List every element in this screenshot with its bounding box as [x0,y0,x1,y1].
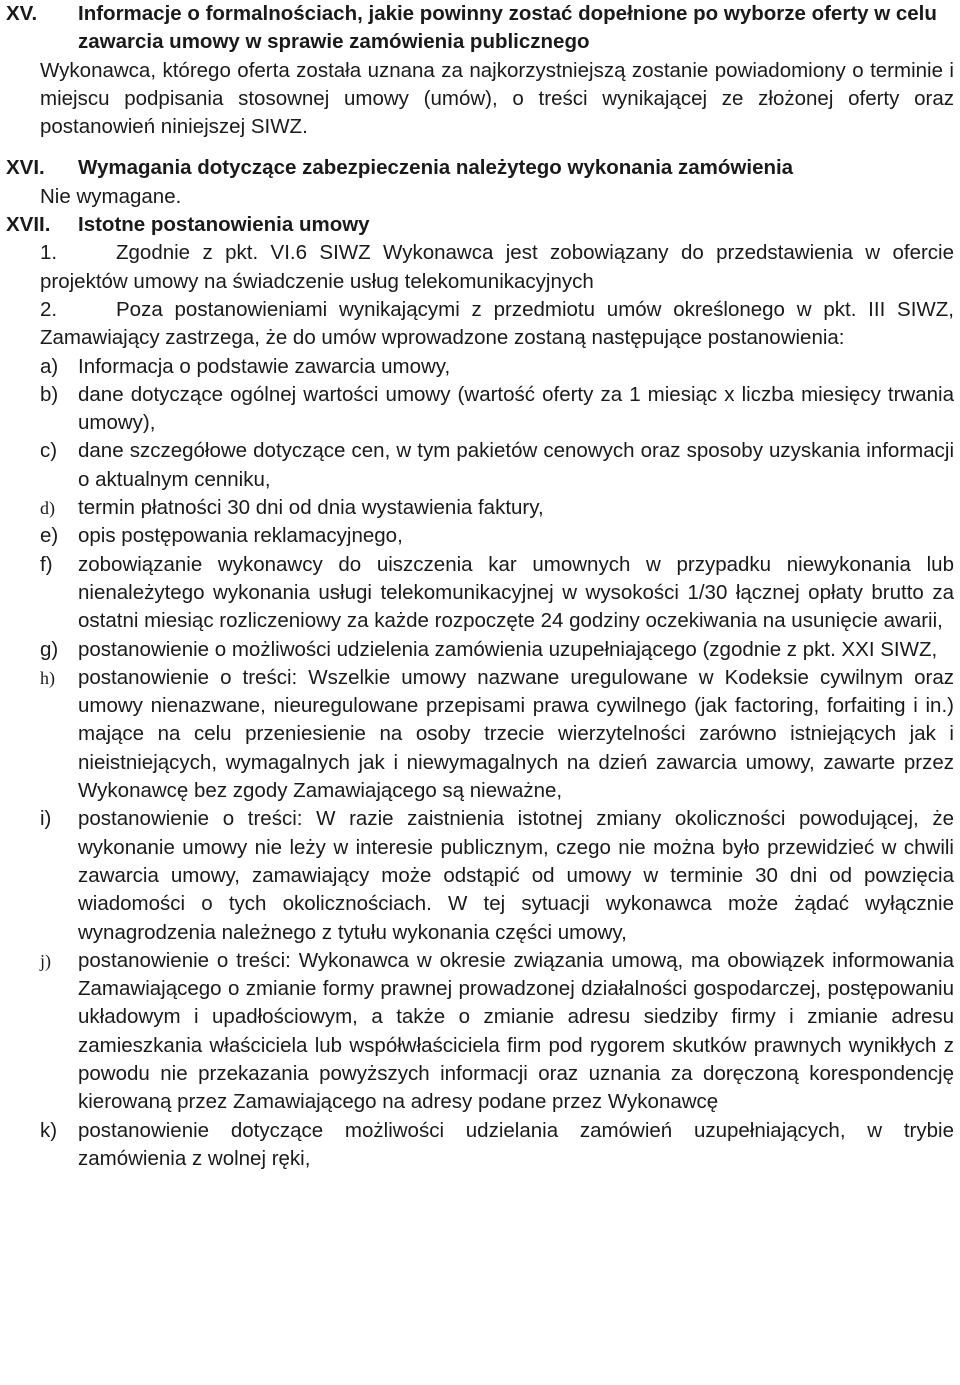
numbered-item-number: 1. [40,241,58,265]
list-item [40,805,954,946]
list-item-text: postanowienie o treści: W razie zaistnienia istotnej zmiany okoliczności powodującej, że wykonanie umowy nie leży w interesie publicznym, czego nie można było przewidzieć w chwili zawarcia umowy, zamawiający może odstąpić od umowy w terminie 30 dni od powzięcia wiadomości o tych okolicznościach. W tej sytuacji wykonawca może żądać wyłącznie wynagrodzenia należnego z tytułu wykonania części umowy, [78,807,954,944]
list-marker: c) [40,439,58,463]
list-item [40,381,954,438]
section-title: Istotne postanowienia umowy [78,213,370,237]
section-xvi [0,154,960,182]
list-item [40,1117,954,1174]
numbered-item-number: 2. [40,297,58,321]
list-marker: k) [40,1118,58,1142]
section-title: Informacje o formalnościach, jakie powinny zostać dopełnione po wyborze oferty w celu zawarcia umowy w sprawie zamówienia publicznego [78,2,937,54]
list-marker: a) [40,354,59,378]
list-item [40,353,954,381]
numbered-item-text: 1. Zgodnie z pkt. VI.6 SIWZ Wykonawca jest zobowiązany do przedstawienia w ofercie projektów umowy na świadczenie usług telekomunikacyjnych [40,241,954,293]
list-marker: b) [40,382,59,406]
list-marker: g) [40,637,59,661]
list-item [40,636,954,664]
list-item-text: postanowienie dotyczące możliwości udzielania zamówień uzupełniających, w trybie zamówienia z wolnej ręki, [78,1118,954,1170]
numbered-item-text: 2. Poza postanowieniami wynikającymi z przedmiotu umów określonego w pkt. III SIWZ, Zamawiający zastrzega, że do umów wprowadzone zostaną następujące postanowienia: [40,297,954,350]
section-number: XVII. [6,213,51,237]
list-marker: d) [40,498,55,519]
section-number: XV. [6,2,38,25]
list-item-text: postanowienie o możliwości udzielenia zamówienia uzupełniającego (zgodnie z pkt. XXI SIWZ, [78,637,938,661]
list-marker: e) [40,524,59,548]
list-item [40,551,954,636]
numbered-item [40,239,954,296]
section-title: Wymagania dotyczące zabezpieczenia należytego wykonania zamówienia [78,156,794,180]
list-item-text: dane szczegółowe dotyczące cen, w tym pakietów cenowych oraz sposoby uzyskania informacji o aktualnym cenniku, [78,439,954,491]
list-marker: i) [40,807,52,831]
list-item [40,947,954,1117]
section-number: XVI. [6,156,45,180]
list-item [40,437,954,494]
list-item [40,522,954,550]
section-xvii [0,211,960,239]
list-item-text: Informacja o podstawie zawarcia umowy, [78,354,451,378]
list-marker: h) [40,667,55,688]
list-item-text: opis postępowania reklamacyjnego, [78,524,403,548]
list-item-text: zobowiązanie wykonawcy do uiszczenia kar umownych w przypadku niewykonania lub nienależytego wykonania usługi telekomunikacyjnej w wysokości 1/30 łącznej opłaty brutto za ostatni miesiąc rozliczeniowy za każde rozpoczęte 24 godziny oczekiwania na usunięcie awarii, [78,552,954,633]
list-item-text: postanowienie o treści: Wszelkie umowy nazwane uregulowane w Kodeksie cywilnym oraz umowy nienazwane, nieuregulowane przepisami prawa cywilnego (jak factoring, forfaiting i in.) mające na celu przeniesienie na osoby trzecie wierzytelności zarówno istniejących jak i nieistniejących, wymagalnych jak i niewymagalnych na dzień zawarcia umowy, zawarte przez Wykonawcę bez zgody Zamawiającego są nieważne, [78,665,954,803]
list-marker: j) [40,950,51,971]
section-body: Nie wymagane. [40,184,182,208]
list-item [40,494,954,522]
list-item [40,664,954,805]
section-xv [0,0,960,57]
list-item-text: dane dotyczące ogólnej wartości umowy (wartość oferty za 1 miesiąc x liczba miesięcy trwania umowy), [78,382,954,435]
list-item-text: postanowienie o treści: Wykonawca w okresie związania umową, ma obowiązek informowania Zamawiającego o zmianie formy prawnej prowadzonej działalności gospodarczej, postępowaniu układowym i upadłościowym, a także o zmianie adresu siedziby firmy i zmianie adresu zamieszkania właściciela lub współwłaściciela firm pod rygorem skutków prawnych wynikłych z powodu nie przekazania powyższych informacji oraz uznania za doręczoną korespondencję kierowaną przez Zamawiającego na adresy podane przez Wykonawcę [78,948,954,1114]
list-item-text: termin płatności 30 dni od dnia wystawienia faktury, [78,496,544,520]
numbered-item [40,296,954,353]
section-body: Wykonawca, którego oferta została uznana za najkorzystniejszą zostanie powiadomiony o terminie i miejscu podpisania stosownej umowy (umów), o treści wynikającej ze złożonej oferty oraz postanowień niniejszej SIWZ. [40,58,954,139]
list-marker: f) [40,552,53,576]
